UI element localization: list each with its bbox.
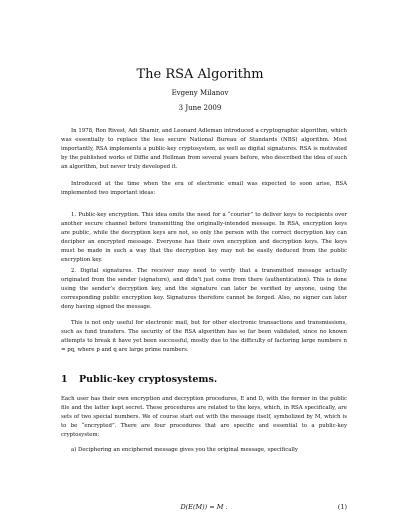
section-paragraph: Each user has their own encryption and decryption procedures, E and D, with the former in the public file and the latter kept secret. These procedures are related to the keys, which, in RSA specifically, are sets of two special numbers. We of course start out with the message itself, symbolized by M, which is to be “encrypted”. There are four procedures that are specific and essential to a public-key cryptosystem: bbox=[61, 396, 347, 438]
paper-title: The RSA Algorithm bbox=[136, 67, 264, 82]
paper-date: 3 June 2009 bbox=[178, 104, 222, 112]
section-heading bbox=[61, 374, 347, 386]
idea-public-key-paragraph: 1. Public-key encryption. This idea omits the need for a “courier” to deliver keys to recipients over another secure channel before transmitting the originally-intended message. In RSA, encryption keys are public, while the decryption keys are not, so only the person with the correct decryption key can decipher an encrypted message. Everyone has their own encryption and decryption keys. The keys must be made in such a way that the decryption key may not be easily deduced from the public encryption key. bbox=[61, 212, 347, 263]
equation: D(E(M)) = M . bbox=[180, 503, 228, 511]
list-item-a: a) Deciphering an enciphered message gives you the original message, specifically bbox=[71, 447, 298, 453]
intro-paragraph: In 1978, Ron Rivest, Adi Shamir, and Leonard Adleman introduced a cryptographic algorithm, which was essentially to replace the less secure National Bureau of Standards (NBS) algorithm. Most importantly, RSA implements a public-key cryptosystem, as well as digital signatures. RSA is motivated by the published works of Diffie and Hellman from several years before, who described the idea of such an algorithm, but never truly developed it. bbox=[61, 128, 347, 170]
equation-number: (1) bbox=[337, 503, 347, 511]
idea-signatures-paragraph: 2. Digital signatures. The receiver may need to verify that a transmitted message actually originated from the sender (signature), and didn’t just come from there (authentication). This is done using the sender’s decryption key, and the signature can later be verified by anyone, using the corresponding public encryption key. Signatures therefore cannot be forged. Also, no signer can later deny having signed the message. bbox=[61, 268, 347, 310]
section-title: Public-key cryptosystems. bbox=[79, 374, 218, 385]
security-paragraph: This is not only useful for electronic mail, but for other electronic transactions and transmissions, such as fund transfers. The security of the RSA algorithm has so far been validated, since no known attempts to break it have yet been successful, mostly due to the difficulty of factoring large numbers n = pq, where p and q are large prime numbers. bbox=[61, 320, 347, 353]
paper-author: Evgeny Milanov bbox=[171, 89, 229, 97]
section-number: 1 bbox=[61, 374, 68, 385]
ideas-intro-paragraph: Introduced at the time when the era of electronic email was expected to soon arise, RSA implemented two important ideas: bbox=[61, 181, 347, 196]
